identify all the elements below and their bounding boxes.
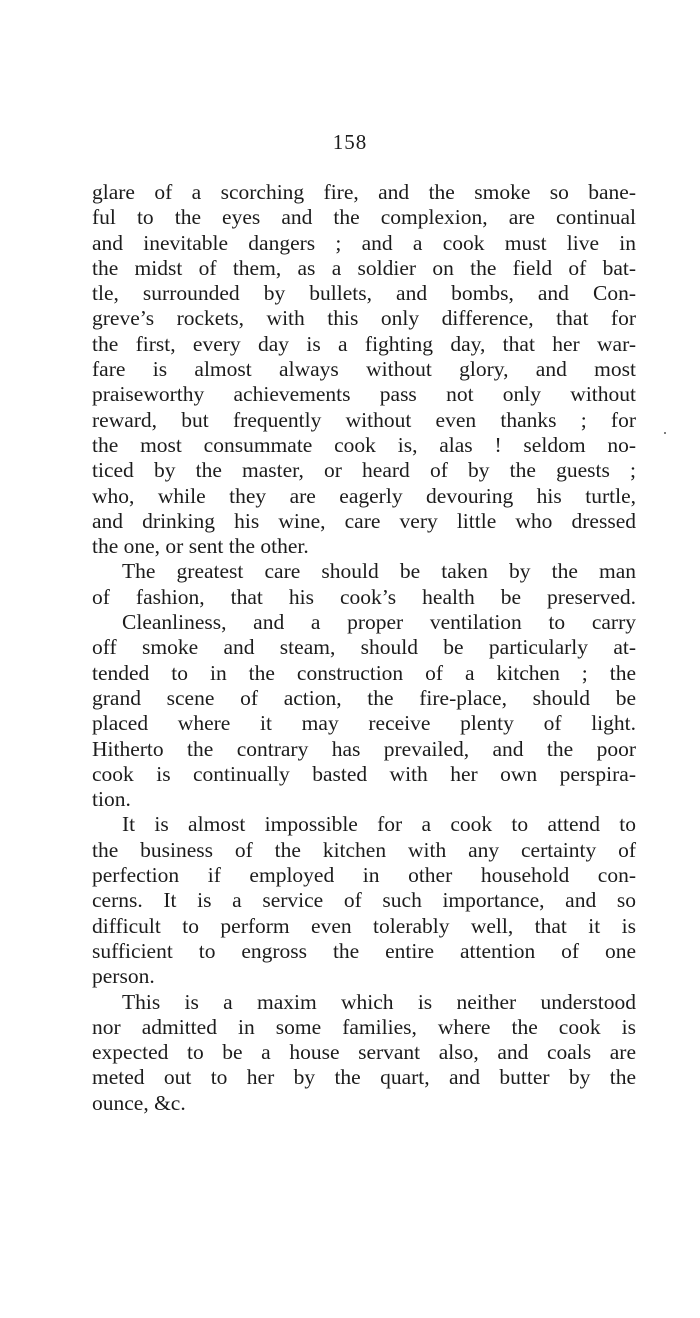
text-line: placed where it may receive plenty of light.	[92, 711, 636, 736]
text-line: person.	[92, 964, 155, 989]
text-line: Hitherto the contrary has prevailed, and the poor	[92, 736, 636, 761]
text-line: Cleanliness, and a proper ventilation to carry	[122, 610, 636, 635]
text-line: expected to be a house servant also, and coals are	[92, 1040, 636, 1065]
text-line: It is almost impossible for a cook to attend to	[122, 812, 636, 837]
text-line: fare is almost always without glory, and most	[92, 357, 636, 382]
text-line: This is a maxim which is neither understood	[122, 989, 636, 1014]
text-line: cook is continually basted with her own perspira-	[92, 761, 636, 786]
text-line: ful to the eyes and the complexion, are continual	[92, 205, 636, 230]
text-line: ticed by the master, or heard of by the guests ;	[92, 458, 636, 483]
text-line: tended to in the construction of a kitchen ; the	[92, 660, 636, 685]
body-text	[92, 180, 636, 1116]
text-line: tion.	[92, 787, 131, 812]
text-line: The greatest care should be taken by the man	[122, 559, 636, 584]
text-line: grand scene of action, the fire-place, should be	[92, 685, 636, 710]
text-line: the most consummate cook is, alas ! seldom no-	[92, 432, 636, 457]
text-line: praiseworthy achievements pass not only without	[92, 382, 636, 407]
text-line: sufficient to engross the entire attention of one	[92, 938, 636, 963]
text-line: perfection if employed in other household con-	[92, 863, 636, 888]
text-line: nor admitted in some families, where the cook is	[92, 1014, 636, 1039]
text-line: of fashion, that his cook’s health be preserved.	[92, 584, 636, 609]
text-line: greve’s rockets, with this only difference, that for	[92, 306, 636, 331]
text-line: and drinking his wine, care very little who dressed	[92, 508, 636, 533]
page-number: 158	[332, 130, 368, 154]
text-line: the midst of them, as a soldier on the field of bat-	[92, 255, 636, 280]
text-line: glare of a scorching fire, and the smoke so bane-	[92, 180, 636, 204]
text-line: off smoke and steam, should be particularly at-	[92, 635, 636, 660]
text-line: reward, but frequently without even thanks ; for	[92, 407, 636, 432]
text-line: tle, surrounded by bullets, and bombs, and Con-	[92, 281, 636, 306]
paper-speck	[664, 432, 666, 434]
text-line: meted out to her by the quart, and butter by the	[92, 1065, 636, 1090]
text-line: the one, or sent the other.	[92, 534, 309, 559]
text-line: the first, every day is a fighting day, that her war-	[92, 331, 636, 356]
text-line: cerns. It is a service of such importance, and so	[92, 888, 636, 913]
text-line: ounce, &c.	[92, 1090, 186, 1115]
text-line: the business of the kitchen with any certainty of	[92, 837, 636, 862]
text-line: who, while they are eagerly devouring his turtle,	[92, 483, 636, 508]
text-line: and inevitable dangers ; and a cook must live in	[92, 230, 636, 255]
text-line: difficult to perform even tolerably well, that it is	[92, 913, 636, 938]
